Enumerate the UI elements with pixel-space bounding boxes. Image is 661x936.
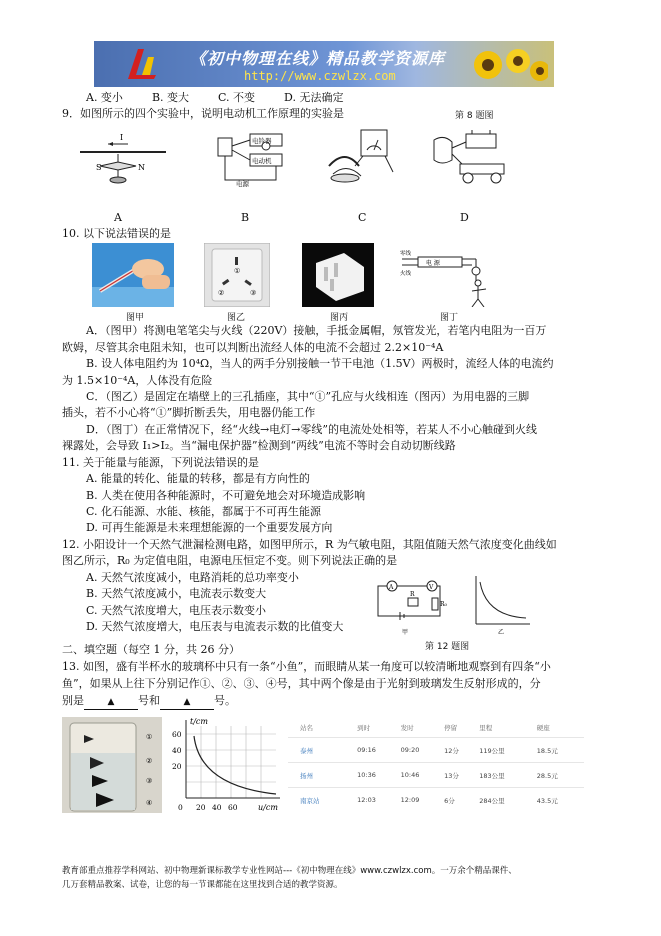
- cell: 09:16: [356, 738, 399, 763]
- cell[interactable]: 南京站: [288, 788, 356, 813]
- cell: 284公里: [478, 788, 536, 813]
- blank-1-mark: ▲: [107, 697, 115, 707]
- q12-stem-line1: 12. 小阳设计一个天然气泄漏检测电路，如图甲所示，R 为气敏电阻，其阻值随天然气浓度变化曲线如: [62, 538, 557, 551]
- figb-text-3: 电源: [236, 180, 249, 188]
- q10-option-b-line1: B. 设人体电阻约为 10⁴Ω，当人的两手分别接触一节干电池（1.5V）两极时，流经人体的电流约: [86, 357, 554, 370]
- footer-line1: 教育部重点推荐学科网站、初中物理新课标教学专业性网站---《初中物理在线》www.czwlzx.com。一万余个精品课件、: [62, 866, 517, 876]
- q8-option-a: A. 变小: [86, 91, 123, 104]
- banner-url[interactable]: http://www.czwlzx.com: [244, 69, 396, 83]
- cell: 12分: [443, 738, 478, 763]
- col-station: 站名: [300, 723, 313, 732]
- cell: 09:20: [400, 738, 443, 763]
- glass-mark-1: ①: [146, 733, 153, 741]
- cell: 10:46: [400, 763, 443, 788]
- cell: 13分: [443, 763, 478, 788]
- banner-title: 《初中物理在线》精品教学资源库: [190, 49, 446, 68]
- q12-option-a: A. 天然气浓度减小，电路消耗的总功率变小: [86, 571, 299, 584]
- q12-mark-jia: 甲: [402, 629, 409, 636]
- q10-image-jia: [92, 243, 174, 307]
- cell[interactable]: 泰州: [288, 738, 356, 763]
- table-row: [288, 763, 584, 788]
- q9-label-b: B: [241, 211, 250, 224]
- q9-label-c: C: [358, 211, 367, 224]
- q12-circuit-figure: [372, 572, 464, 638]
- q10-image-yi: [204, 243, 270, 307]
- q11-option-a: A. 能量的转化、能量的转移，都是有方向性的: [86, 472, 310, 485]
- cell: 43.5元: [536, 788, 584, 813]
- q10-option-a-line1: A．（图甲）将测电笔笔尖与火线（220V）接触，手抵金属帽，氖管发光，若笔内电阻为一百万: [86, 324, 547, 337]
- q12-mark-r0: R₀: [440, 601, 447, 608]
- col-price: 硬座: [536, 723, 550, 732]
- q9-figure-b: [206, 128, 288, 188]
- graph-xtick-20: 20: [196, 803, 206, 812]
- glass-mark-2: ②: [146, 757, 153, 765]
- graph-ytick-20: 20: [172, 762, 182, 771]
- sunflower-image: [468, 43, 548, 87]
- footer-line2: 几万套精品教案、试卷，让您的每一节课都能在这里找到合适的教学资源。: [62, 880, 343, 890]
- glass-fish-photo: [62, 717, 162, 813]
- table-row: [288, 788, 584, 813]
- col-distance: 里程: [479, 723, 493, 732]
- col-depart: 发时: [400, 723, 414, 732]
- cell[interactable]: 扬州: [288, 763, 356, 788]
- figa-s: S: [96, 163, 102, 172]
- graph-xtick-60: 60: [228, 803, 238, 812]
- header-banner: [94, 41, 554, 87]
- graph-xlabel: u/cm: [258, 803, 278, 812]
- figd-text-1: 电 源: [426, 260, 440, 267]
- q13-line3-c: 号。: [214, 694, 236, 707]
- caption-jia: 图甲: [126, 313, 145, 323]
- q8-option-b: B. 变大: [151, 91, 190, 104]
- q8-option-c: C. 不变: [218, 91, 256, 104]
- socket-mark-1: ①: [234, 267, 241, 275]
- q12-option-d: D. 天然气浓度增大，电压表与电流表示数的比值变大: [86, 620, 344, 633]
- q9-figure-d: [428, 130, 508, 188]
- q8-fig-label: 第 8 题图: [455, 111, 494, 121]
- blank-2-mark: ▲: [183, 697, 191, 707]
- socket-mark-3: ③: [250, 289, 257, 297]
- figa-i: I: [120, 133, 124, 142]
- lens-graph: [166, 714, 286, 814]
- figb-text-1: 电铃器: [252, 137, 272, 145]
- figd-text-3: 火线: [400, 271, 412, 277]
- q10-option-b-line2: 为 1.5×10⁻⁴A，人体没有危险: [62, 374, 213, 387]
- q9-figure-c: [325, 126, 405, 188]
- q9-stem: 9．如图所示的四个实验中，说明电动机工作原理的实验是: [62, 107, 344, 120]
- figa-n: N: [138, 163, 145, 172]
- q12-mark-r: R: [410, 591, 415, 598]
- cell: 28.5元: [536, 763, 584, 788]
- answer-blank-2[interactable]: [160, 695, 214, 710]
- cell: 119公里: [478, 738, 536, 763]
- q11-option-b: B. 人类在使用各种能源时，不可避免地会对环境造成影响: [86, 489, 366, 502]
- figd-text-2: 零线: [400, 251, 412, 257]
- caption-yi: 图乙: [227, 313, 246, 323]
- table-row: [288, 738, 584, 763]
- col-arrive: 到时: [357, 723, 371, 732]
- socket-mark-2: ②: [218, 289, 225, 297]
- caption-ding: 图丁: [440, 313, 459, 323]
- glass-mark-3: ③: [146, 777, 153, 785]
- cell: 18.5元: [536, 738, 584, 763]
- q13-line3-a: 别是: [62, 694, 84, 707]
- q10-option-c-line1: C．（图乙）是固定在墙壁上的三孔插座，其中“①”孔应与火线相连（图丙）为用电器的三脚: [86, 390, 530, 403]
- section-fill-blank-title: 二、填空题（每空 1 分，共 26 分）: [62, 643, 240, 656]
- q8-option-d: D. 无法确定: [284, 91, 344, 104]
- q13-line1: 13. 如图，盛有半杯水的玻璃杯中只有一条“小鱼”，而眼睛从某一角度可以较清晰地观察到有四条“小: [62, 660, 551, 673]
- glass-mark-4: ④: [146, 799, 153, 807]
- q13-line2: 鱼”，如果从上往下分别记作①、②、③、④号，其中两个像是由于光射到玻璃发生反射形成的，分: [62, 677, 541, 690]
- q10-image-bing: [302, 243, 374, 307]
- graph-ytick-40: 40: [172, 746, 182, 755]
- q12-stem-line2: 图乙所示，R₀ 为定值电阻，电源电压恒定不变。则下列说法正确的是: [62, 554, 398, 567]
- q10-stem: 10. 以下说法错误的是: [62, 227, 171, 240]
- q12-option-c: C. 天然气浓度增大，电压表示数变小: [86, 604, 267, 617]
- cell: 6分: [443, 788, 478, 813]
- site-logo: [124, 45, 160, 83]
- q9-label-d: D: [460, 211, 469, 224]
- q10-option-a-line2: 欧姆，尽管其余电阻未知，也可以判断出流经人体的电流不会超过 2.2×10⁻⁴A: [62, 341, 444, 354]
- q9-figure-a: [78, 130, 168, 190]
- cell: 183公里: [478, 763, 536, 788]
- q12-fig-label: 第 12 题图: [425, 642, 470, 652]
- graph-ylabel: t/cm: [190, 717, 208, 726]
- q10-image-ding: [400, 243, 492, 307]
- q11-stem: 11. 关于能量与能源，下列说法错误的是: [62, 456, 259, 469]
- q10-option-d-line1: D．（图丁）在正常情况下，经“火线→电灯→零线”的电流处处相等，若某人不小心触碰到火线: [86, 423, 537, 436]
- answer-blank-1[interactable]: [84, 695, 138, 710]
- q10-option-c-line2: 插头，若不小心将“①”脚折断丢失，用电器仍能工作: [62, 406, 316, 419]
- q12-curve-figure: [468, 572, 532, 638]
- train-timetable: [288, 717, 584, 813]
- q9-label-a: A: [114, 211, 122, 224]
- q8-options: [86, 91, 343, 105]
- graph-ytick-60: 60: [172, 730, 182, 739]
- caption-bing: 图丙: [330, 313, 349, 323]
- svg-text:V: V: [429, 584, 434, 591]
- graph-xtick-0: 0: [178, 803, 183, 812]
- cell: 12:09: [400, 788, 443, 813]
- q10-option-d-line2: 裸露处，会导致 I₁>I₂。当“漏电保护器”检测到“两线”电流不等时会自动切断线路: [62, 439, 456, 452]
- svg-text:A: A: [389, 584, 394, 591]
- cell: 12:03: [356, 788, 399, 813]
- q11-option-d: D. 可再生能源是未来理想能源的一个重要发展方向: [86, 521, 333, 534]
- q12-mark-yi: 乙: [498, 629, 505, 636]
- col-stop: 停留: [444, 723, 458, 732]
- q13-line3: [62, 694, 236, 710]
- q12-option-b: B. 天然气浓度减小，电流表示数变大: [86, 587, 267, 600]
- q13-line3-b: 号和: [138, 694, 160, 707]
- graph-xtick-40: 40: [212, 803, 222, 812]
- q11-option-c: C. 化石能源、水能、核能，都属于不可再生能源: [86, 505, 322, 518]
- figb-text-2: 电动机: [252, 157, 272, 165]
- cell: 10:36: [356, 763, 399, 788]
